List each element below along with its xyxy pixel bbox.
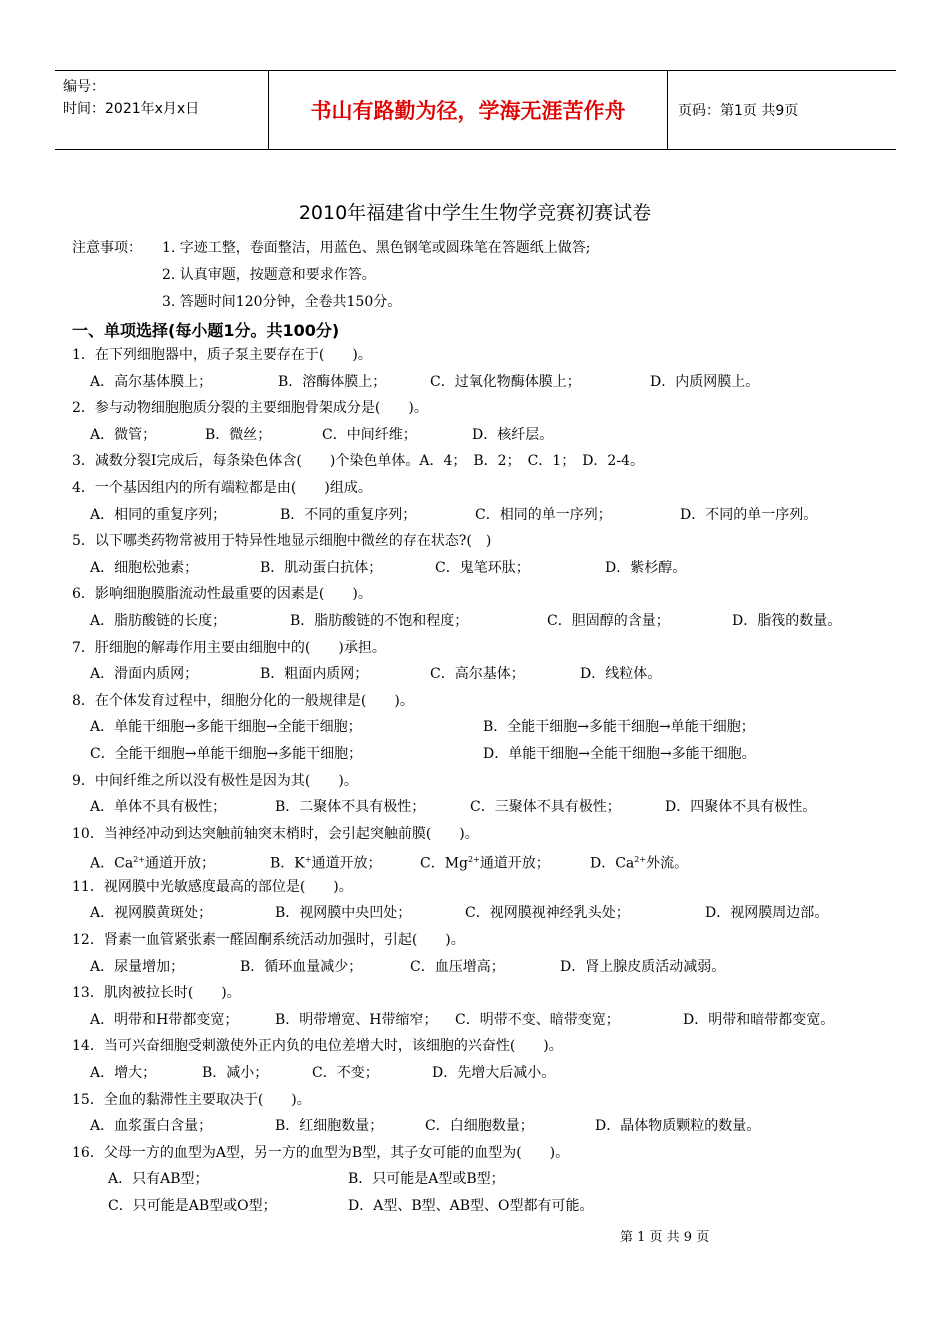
answer-option: A．脂肪酸链的长度； bbox=[90, 612, 227, 629]
header-page-info: 页码：第1页 共9页 bbox=[678, 103, 799, 119]
answer-option: C．视网膜视神经乳头处； bbox=[465, 905, 630, 922]
answer-option: D．线粒体。 bbox=[580, 666, 662, 683]
answer-option: C．胆固醇的含量； bbox=[547, 612, 670, 629]
question-stem: 7．肝细胞的解毒作用主要由细胞中的( )承担。 bbox=[72, 639, 386, 656]
answer-option: B．溶酶体膜上； bbox=[278, 373, 387, 390]
question-stem: 2．参与动物细胞胞质分裂的主要细胞骨架成分是( )。 bbox=[72, 400, 428, 417]
option-row bbox=[72, 954, 922, 981]
answer-option: D．明带和暗带都变宽。 bbox=[683, 1011, 835, 1028]
option-row bbox=[72, 422, 922, 449]
question-stem: 11．视网膜中光敏感度最高的部位是( )。 bbox=[72, 878, 353, 895]
answer-option: B．粗面内质网； bbox=[260, 666, 369, 683]
question-stem: 15．全血的黏滞性主要取决于( )。 bbox=[72, 1091, 311, 1108]
question-list bbox=[72, 342, 922, 1220]
answer-option: B．K+通道开放； bbox=[270, 855, 382, 872]
answer-option: C．白细胞数量； bbox=[425, 1118, 534, 1135]
answer-option: C．三聚体不具有极性； bbox=[470, 799, 621, 816]
answer-option: A．明带和H带都变宽； bbox=[90, 1011, 239, 1028]
answer-option: C．$Mg^{2+}$通道开放； bbox=[420, 855, 550, 872]
time-label: 时间：2021年x月x日 bbox=[63, 101, 200, 117]
answer-option: D．肾上腺皮质活动减弱。 bbox=[560, 958, 726, 975]
answer-option: D．视网膜周边部。 bbox=[705, 905, 829, 922]
answer-option: A．高尔基体膜上； bbox=[90, 373, 213, 390]
section-heading: 一、单项选择(每小题1分。共100分) bbox=[72, 321, 340, 340]
answer-option: D．四聚体不具有极性。 bbox=[665, 799, 817, 816]
answer-option: A．视网膜黄斑处； bbox=[90, 905, 213, 922]
option-row bbox=[72, 661, 922, 688]
option-row bbox=[72, 847, 922, 874]
answer-option: A．增大； bbox=[90, 1065, 157, 1082]
exam-title: 2010年福建省中学生生物学竞赛初赛试卷 bbox=[298, 202, 652, 224]
header-motto: 书山有路勤为径，学海无涯苦作舟 bbox=[268, 71, 668, 149]
answer-option: C．鬼笔环肽； bbox=[435, 559, 530, 576]
answer-option: D．核纤层。 bbox=[472, 426, 554, 443]
answer-option: D．脂筏的数量。 bbox=[732, 612, 842, 629]
answer-option: B．微丝； bbox=[205, 426, 272, 443]
option-row bbox=[72, 900, 922, 927]
note-item: 3. 答题时间120分钟，全卷共150分。 bbox=[162, 294, 402, 310]
question-stem: 6．影响细胞膜脂流动性最重要的因素是( )。 bbox=[72, 586, 372, 603]
answer-option: B．肌动蛋白抗体； bbox=[260, 559, 383, 576]
answer-option: C．只可能是AB型或O型； bbox=[108, 1198, 277, 1214]
answer-option: D．单能干细胞→全能干细胞→多能干细胞。 bbox=[483, 745, 756, 762]
answer-option: D．不同的单一序列。 bbox=[680, 506, 818, 523]
answer-option: A．$Ca^{2+}$通道开放； bbox=[90, 855, 215, 872]
option-row bbox=[72, 794, 922, 821]
note-item: 1. 字迹工整，卷面整洁，用蓝色、黑色钢笔或圆珠笔在答题纸上做答; bbox=[162, 240, 591, 256]
answer-option: B．不同的重复序列； bbox=[280, 506, 417, 523]
answer-option: B．减小； bbox=[202, 1065, 269, 1082]
option-row bbox=[72, 608, 922, 635]
answer-option: A．单能干细胞→多能干细胞→全能干细胞； bbox=[90, 719, 362, 736]
answer-option: C．不变； bbox=[312, 1065, 379, 1082]
answer-option: B．明带增宽、H带缩窄； bbox=[275, 1011, 438, 1028]
answer-option: D．晶体物质颗粒的数量。 bbox=[595, 1118, 761, 1135]
option-row bbox=[72, 1113, 922, 1140]
answer-option: C．全能干细胞→单能干细胞→多能干细胞； bbox=[90, 745, 363, 762]
question-stem: 1．在下列细胞器中，质子泵主要存在于( )。 bbox=[72, 347, 372, 363]
answer-option: A．细胞松弛素； bbox=[90, 559, 199, 576]
answer-option: D．$Ca^{2+}$外流。 bbox=[590, 855, 689, 872]
answer-option: B．全能干细胞→多能干细胞→单能干细胞； bbox=[483, 719, 755, 736]
answer-option: D．紫杉醇。 bbox=[605, 559, 687, 576]
question-stem: 16．父母一方的血型为A型，另一方的血型为B型，其子女可能的血型为( )。 bbox=[72, 1144, 570, 1161]
option-row bbox=[72, 1166, 922, 1193]
number-label: 编号： bbox=[63, 79, 105, 95]
answer-option: A．尿量增加； bbox=[90, 958, 185, 975]
question-stem: 10．当神经冲动到达突触前轴突末梢时，会引起突触前膜( )。 bbox=[72, 825, 479, 842]
answer-option: D．先增大后减小。 bbox=[432, 1065, 556, 1082]
answer-option: C．高尔基体； bbox=[430, 666, 525, 683]
answer-option: A．只有AB型； bbox=[108, 1171, 209, 1188]
answer-option: B．只可能是A型或B型； bbox=[348, 1171, 505, 1188]
question-stem: 4．一个基因组内的所有端粒都是由( )组成。 bbox=[72, 479, 372, 496]
option-row bbox=[72, 741, 922, 768]
option-row bbox=[72, 1060, 922, 1087]
answer-option: B．红细胞数量； bbox=[275, 1118, 384, 1135]
answer-option: B．视网膜中央凹处； bbox=[275, 905, 412, 922]
option-row bbox=[72, 1007, 922, 1034]
answer-option: A．血浆蛋白含量； bbox=[90, 1118, 213, 1135]
question-stem: 12．肾素一血管紧张素一醛固酮系统活动加强时，引起( )。 bbox=[72, 932, 465, 949]
option-row bbox=[72, 369, 922, 396]
answer-option: C．过氧化物酶体膜上； bbox=[430, 373, 581, 390]
option-row bbox=[72, 502, 922, 529]
question-stem: 13．肌肉被拉长时( )。 bbox=[72, 985, 241, 1002]
question-stem: 14．当可兴奋细胞受刺激使外正内负的电位差增大时，该细胞的兴奋性( )。 bbox=[72, 1038, 563, 1055]
answer-option: A．单体不具有极性； bbox=[90, 799, 227, 816]
answer-option: B．二聚体不具有极性； bbox=[275, 799, 426, 816]
answer-option: A．滑面内质网； bbox=[90, 666, 199, 683]
answer-option: C．相同的单一序列； bbox=[475, 506, 612, 523]
answer-option: D．内质网膜上。 bbox=[650, 373, 760, 390]
question-stem: 5．以下哪类药物常被用于特异性地显示细胞中微丝的存在状态?( ) bbox=[72, 533, 492, 550]
header-meta bbox=[55, 71, 268, 149]
question-stem: 9．中间纤维之所以没有极性是因为其( )。 bbox=[72, 772, 358, 789]
question-stem: 3．减数分裂Ⅰ完成后，每条染色体含( )个染色单体。A．4； B．2； C．1； D．2-4。 bbox=[72, 453, 644, 470]
answer-option: B．循环血量减少； bbox=[240, 958, 363, 975]
answer-option: A．微管； bbox=[90, 426, 157, 443]
question-stem: 8．在个体发育过程中，细胞分化的一般规律是( )。 bbox=[72, 692, 414, 709]
option-row bbox=[72, 714, 922, 741]
note-item: 2. 认真审题，按题意和要求作答。 bbox=[162, 267, 376, 283]
page-footer: 第 1 页 共 9 页 bbox=[620, 1230, 710, 1245]
answer-option: C．中间纤维； bbox=[322, 426, 417, 443]
answer-option: A．相同的重复序列； bbox=[90, 506, 227, 523]
answer-option: C．明带不变、暗带变宽； bbox=[455, 1011, 620, 1028]
exam-notes bbox=[72, 235, 591, 316]
answer-option: D．A型、B型、AB型、O型都有可能。 bbox=[348, 1198, 594, 1214]
answer-option: B．脂肪酸链的不饱和程度； bbox=[290, 612, 469, 629]
option-row bbox=[72, 555, 922, 582]
answer-option: C．血压增高； bbox=[410, 958, 505, 975]
page-header bbox=[55, 70, 896, 150]
option-row bbox=[72, 1193, 922, 1220]
notes-label: 注意事项： bbox=[72, 240, 142, 256]
